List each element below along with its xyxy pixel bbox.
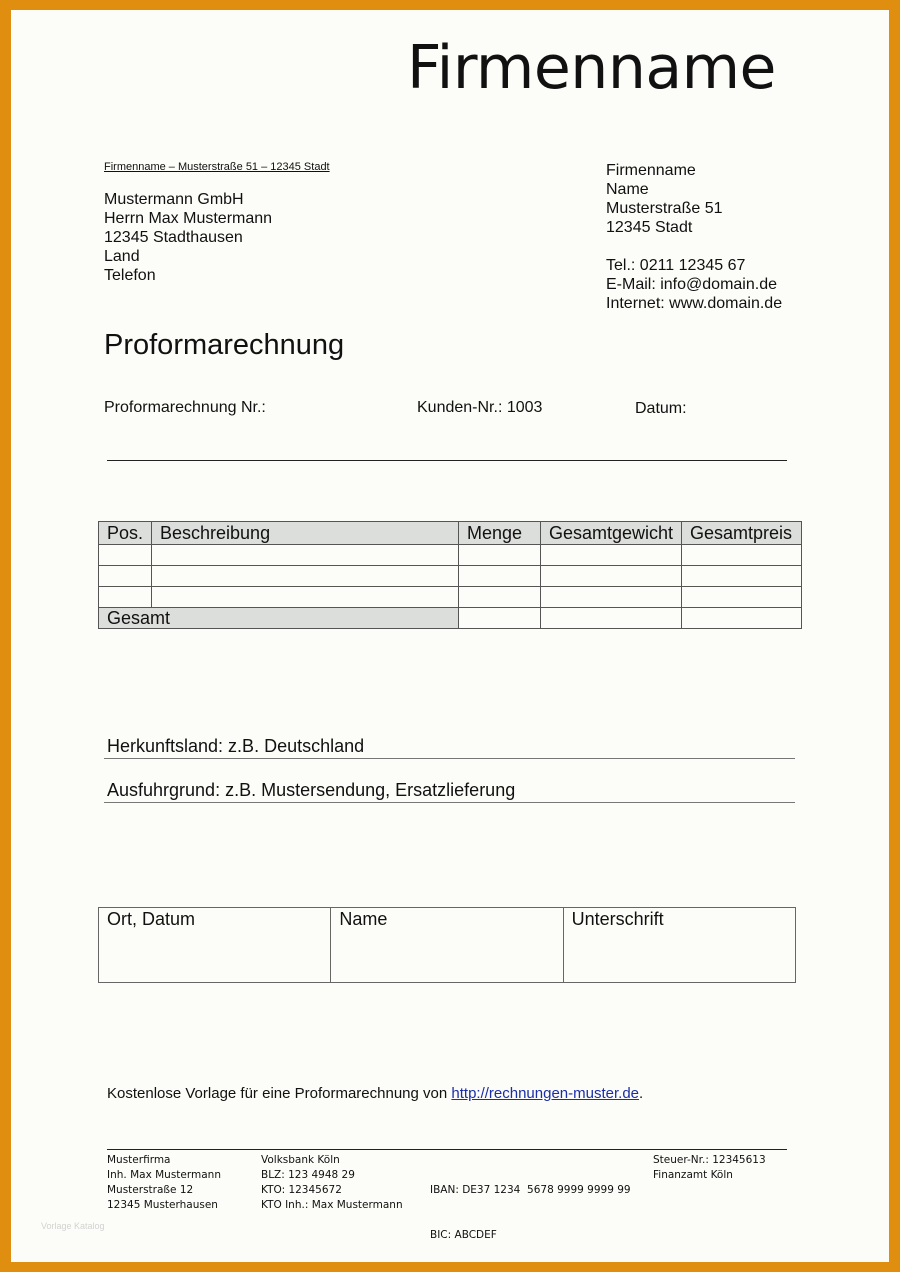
- footer-line: BIC: ABCDEF: [430, 1229, 497, 1241]
- origin-country-underline: [104, 758, 795, 759]
- total-price-cell[interactable]: [682, 608, 802, 629]
- footer-divider: [107, 1149, 787, 1150]
- table-cell[interactable]: [459, 587, 541, 608]
- sender-website: Internet: www.domain.de: [606, 295, 783, 312]
- table-cell[interactable]: [459, 545, 541, 566]
- sender-email: E-Mail: info@domain.de: [606, 276, 777, 293]
- watermark-text: Vorlage Katalog: [41, 1221, 105, 1231]
- invoice-number-label: Proformarechnung Nr.:: [104, 399, 266, 416]
- customer-number-label: Kunden-Nr.: 1003: [417, 399, 543, 416]
- footer-company-info: [107, 1153, 221, 1213]
- table-row: [99, 587, 802, 608]
- footer-line: KTO Inh.: Max Mustermann: [261, 1199, 403, 1211]
- footer-line: Musterfirma: [107, 1154, 171, 1166]
- column-header-total-price: Gesamtpreis: [682, 522, 802, 545]
- name-cell[interactable]: Name: [331, 908, 563, 983]
- return-address-line: Firmenname – Musterstraße 51 – 12345 Stadt: [104, 161, 330, 173]
- footer-tax-info: [653, 1153, 766, 1183]
- table-cell[interactable]: [99, 587, 152, 608]
- footer-line: Finanzamt Köln: [653, 1169, 733, 1181]
- footer-line: Volksbank Köln: [261, 1154, 340, 1166]
- table-cell[interactable]: [682, 587, 802, 608]
- document-title: Proformarechnung: [104, 329, 345, 361]
- footer-line: IBAN: DE37 1234 5678 9999 9999 99: [430, 1184, 631, 1196]
- footer-line: Steuer-Nr.: 12345613: [653, 1154, 766, 1166]
- total-quantity-cell[interactable]: [459, 608, 541, 629]
- footer-line: BLZ: 123 4948 29: [261, 1169, 355, 1181]
- recipient-line: Telefon: [104, 267, 156, 284]
- sender-line: Firmenname: [606, 162, 696, 179]
- template-credit: [107, 1085, 643, 1102]
- sender-phone: Tel.: 0211 12345 67: [606, 257, 746, 274]
- signature-table: [98, 907, 796, 983]
- column-header-total-weight: Gesamtgewicht: [541, 522, 682, 545]
- column-header-description: Beschreibung: [152, 522, 459, 545]
- recipient-line: Mustermann GmbH: [104, 191, 244, 208]
- document-page: [11, 10, 889, 1262]
- sender-block: [606, 161, 782, 313]
- sender-line: Name: [606, 181, 649, 198]
- total-label: Gesamt: [99, 608, 459, 629]
- table-cell[interactable]: [152, 587, 459, 608]
- footer-line: Inh. Max Mustermann: [107, 1169, 221, 1181]
- table-row: [99, 566, 802, 587]
- credit-text: Kostenlose Vorlage für eine Proformarechnung von: [107, 1085, 452, 1102]
- recipient-line: Land: [104, 248, 140, 265]
- signature-row: [99, 908, 796, 983]
- export-reason-underline: [104, 802, 795, 803]
- sender-line: Musterstraße 51: [606, 200, 723, 217]
- table-cell[interactable]: [541, 566, 682, 587]
- sender-line: 12345 Stadt: [606, 219, 693, 236]
- items-header-row: [99, 522, 802, 545]
- table-cell[interactable]: [152, 545, 459, 566]
- table-cell[interactable]: [541, 587, 682, 608]
- header-divider: [107, 460, 787, 461]
- items-table: [98, 521, 802, 629]
- origin-country-field: Herkunftsland: z.B. Deutschland: [107, 736, 365, 756]
- total-row: [99, 608, 802, 629]
- table-row: [99, 545, 802, 566]
- table-cell[interactable]: [682, 566, 802, 587]
- footer-line: KTO: 12345672: [261, 1184, 342, 1196]
- place-date-cell[interactable]: Ort, Datum: [99, 908, 331, 983]
- column-header-quantity: Menge: [459, 522, 541, 545]
- sender-spacer: [606, 237, 782, 256]
- recipient-line: 12345 Stadthausen: [104, 229, 243, 246]
- footer-bank-info: [261, 1153, 403, 1213]
- footer-line: 12345 Musterhausen: [107, 1199, 218, 1211]
- company-title: Firmenname: [407, 33, 776, 103]
- total-weight-cell[interactable]: [541, 608, 682, 629]
- table-cell[interactable]: [152, 566, 459, 587]
- date-label: Datum:: [635, 400, 687, 417]
- table-cell[interactable]: [541, 545, 682, 566]
- credit-suffix: .: [639, 1085, 644, 1102]
- footer-iban-info: [430, 1153, 631, 1262]
- export-reason-field: Ausfuhrgrund: z.B. Mustersendung, Ersatzlieferung: [107, 780, 516, 800]
- recipient-address: [104, 190, 272, 285]
- table-cell[interactable]: [459, 566, 541, 587]
- credit-link[interactable]: http://rechnungen-muster.de: [451, 1085, 640, 1102]
- table-cell[interactable]: [99, 545, 152, 566]
- table-cell[interactable]: [682, 545, 802, 566]
- table-cell[interactable]: [99, 566, 152, 587]
- recipient-line: Herrn Max Mustermann: [104, 210, 273, 227]
- column-header-pos: Pos.: [99, 522, 152, 545]
- signature-cell[interactable]: Unterschrift: [563, 908, 795, 983]
- footer-line: Musterstraße 12: [107, 1184, 194, 1196]
